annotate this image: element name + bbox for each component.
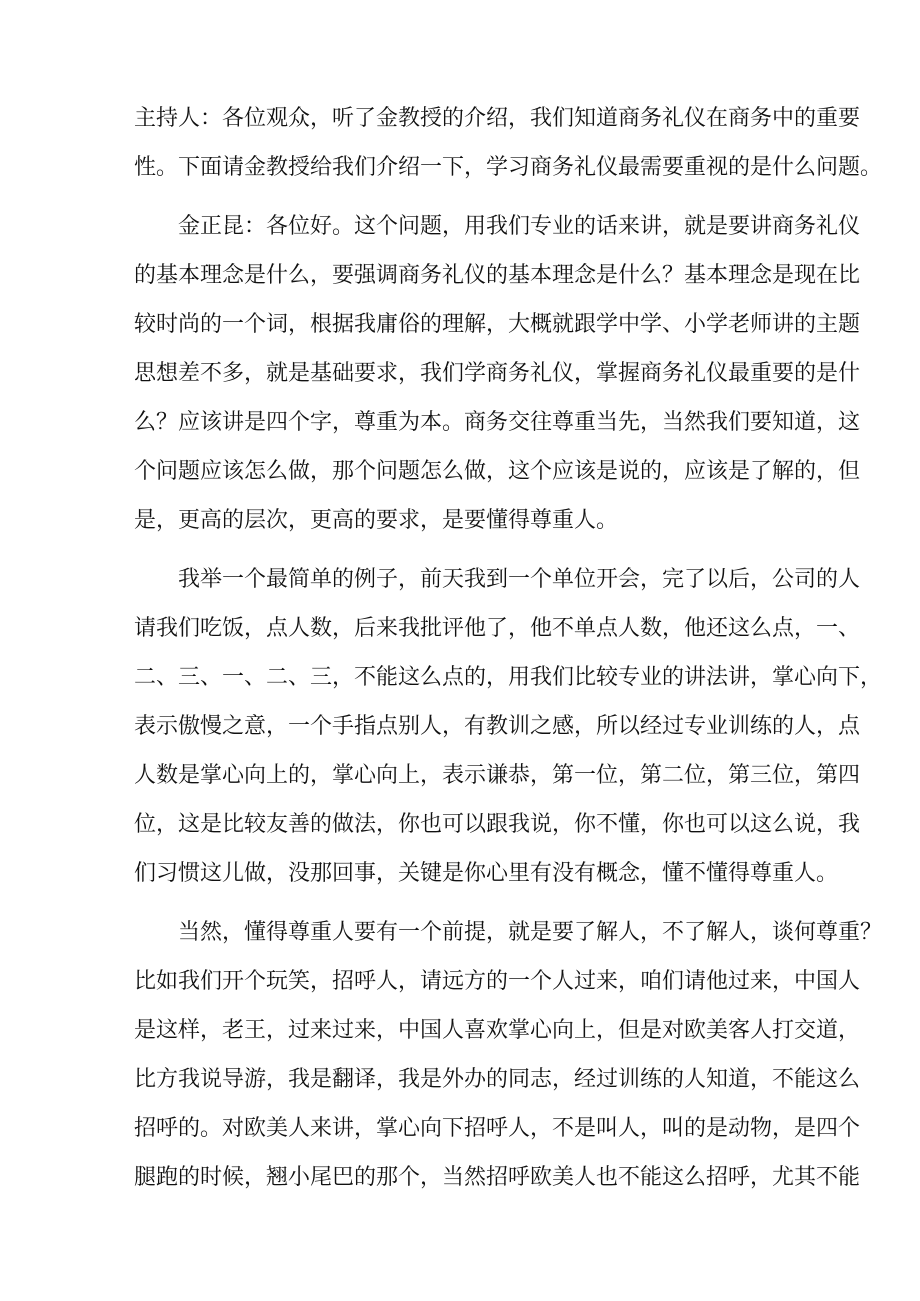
text-line: 金正昆：各位好。这个问题，用我们专业的话来讲，就是要讲商务礼仪 [178, 214, 861, 239]
text-line: 是，更高的层次，更高的要求，是要懂得尊重人。 [134, 508, 619, 533]
text-line: 二、三、一、二、三，不能这么点的，用我们比较专业的讲法讲，掌心向下， [134, 665, 883, 690]
text-line: 较时尚的一个词，根据我庸俗的理解，大概就跟学中学、小学老师讲的主题 [134, 312, 861, 337]
document-body [134, 94, 883, 1202]
text-line: 比方我说导游，我是翻译，我是外办的同志，经过训练的人知道，不能这么 [134, 1067, 861, 1092]
text-line: 位，这是比较友善的做法，你也可以跟我说，你不懂，你也可以这么说，我 [134, 812, 861, 837]
text-line: 我举一个最简单的例子，前天我到一个单位开会，完了以后，公司的人 [178, 567, 861, 592]
text-line: 思想差不多，就是基础要求，我们学商务礼仪，掌握商务礼仪最重要的是什 [134, 361, 861, 386]
text-line: 个问题应该怎么做，那个问题怎么做，这个应该是说的，应该是了解的，但 [134, 459, 861, 484]
text-line: 比如我们开个玩笑，招呼人，请远方的一个人过来，咱们请他过来，中国人 [134, 969, 861, 994]
text-line: 么？应该讲是四个字，尊重为本。商务交往尊重当先，当然我们要知道，这 [134, 410, 861, 435]
text-line: 招呼的。对欧美人来讲，掌心向下招呼人，不是叫人，叫的是动物，是四个 [134, 1116, 861, 1141]
text-line: 表示傲慢之意，一个手指点别人，有教训之感，所以经过专业训练的人，点 [134, 714, 861, 739]
text-line: 性。下面请金教授给我们介绍一下，学习商务礼仪最需要重视的是什么问题。 [134, 155, 883, 180]
text-line: 的基本理念是什么，要强调商务礼仪的基本理念是什么？基本理念是现在比 [134, 263, 861, 288]
text-line: 请我们吃饭，点人数，后来我批评他了，他不单点人数，他还这么点，一、 [134, 616, 861, 641]
text-line: 是这样，老王，过来过来，中国人喜欢掌心向上，但是对欧美客人打交道， [134, 1018, 861, 1043]
text-line: 主持人：各位观众，听了金教授的介绍，我们知道商务礼仪在商务中的重要 [134, 106, 861, 131]
text-line: 人数是掌心向上的，掌心向上，表示谦恭，第一位，第二位，第三位，第四 [134, 763, 861, 788]
text-line: 们习惯这儿做，没那回事，关键是你心里有没有概念，懂不懂得尊重人。 [134, 861, 839, 886]
text-line: 腿跑的时候，翘小尾巴的那个，当然招呼欧美人也不能这么招呼，尤其不能 [134, 1165, 861, 1190]
text-line: 当然，懂得尊重人要有一个前提，就是要了解人，不了解人，谈何尊重？ [178, 920, 883, 945]
